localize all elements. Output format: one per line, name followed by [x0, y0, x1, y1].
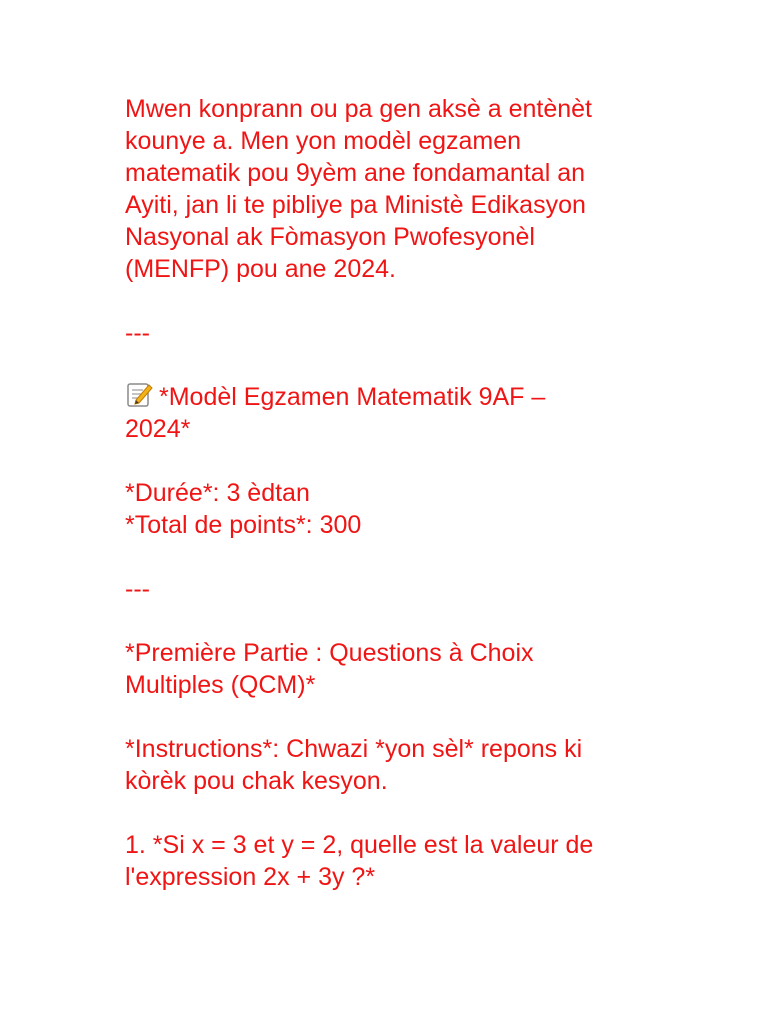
separator-line: --- [125, 575, 150, 603]
duration-line: *Durée*: 3 èdtan [125, 479, 310, 507]
instructions-paragraph: *Instructions*: Chwazi *yon sèl* repons ki kòrèk pou chak kesyon. [125, 735, 583, 795]
question-1: 1. *Si x = 3 et y = 2, quelle est la valeur de l'expression 2x + 3y ?* [125, 831, 594, 891]
exam-title [125, 381, 685, 445]
memo-icon [125, 381, 153, 409]
exam-title-text: *Modèl Egzamen Matematik 9AF – 2024* [125, 383, 546, 443]
document-page [125, 93, 685, 893]
total-points-line: *Total de points*: 300 [125, 511, 362, 539]
part-title: *Première Partie : Questions à Choix Multiples (QCM)* [125, 639, 534, 699]
intro-paragraph: Mwen konprann ou pa gen aksè a entènèt kounye a. Men yon modèl egzamen matematik pou 9yèm ane fondamantal an Ayiti, jan li te pibliye pa Ministè Edikasyon Nasyonal ak Fòmasyon Pwofesyonèl (MENFP) pou ane 2024. [125, 95, 593, 283]
separator-line: --- [125, 319, 150, 347]
